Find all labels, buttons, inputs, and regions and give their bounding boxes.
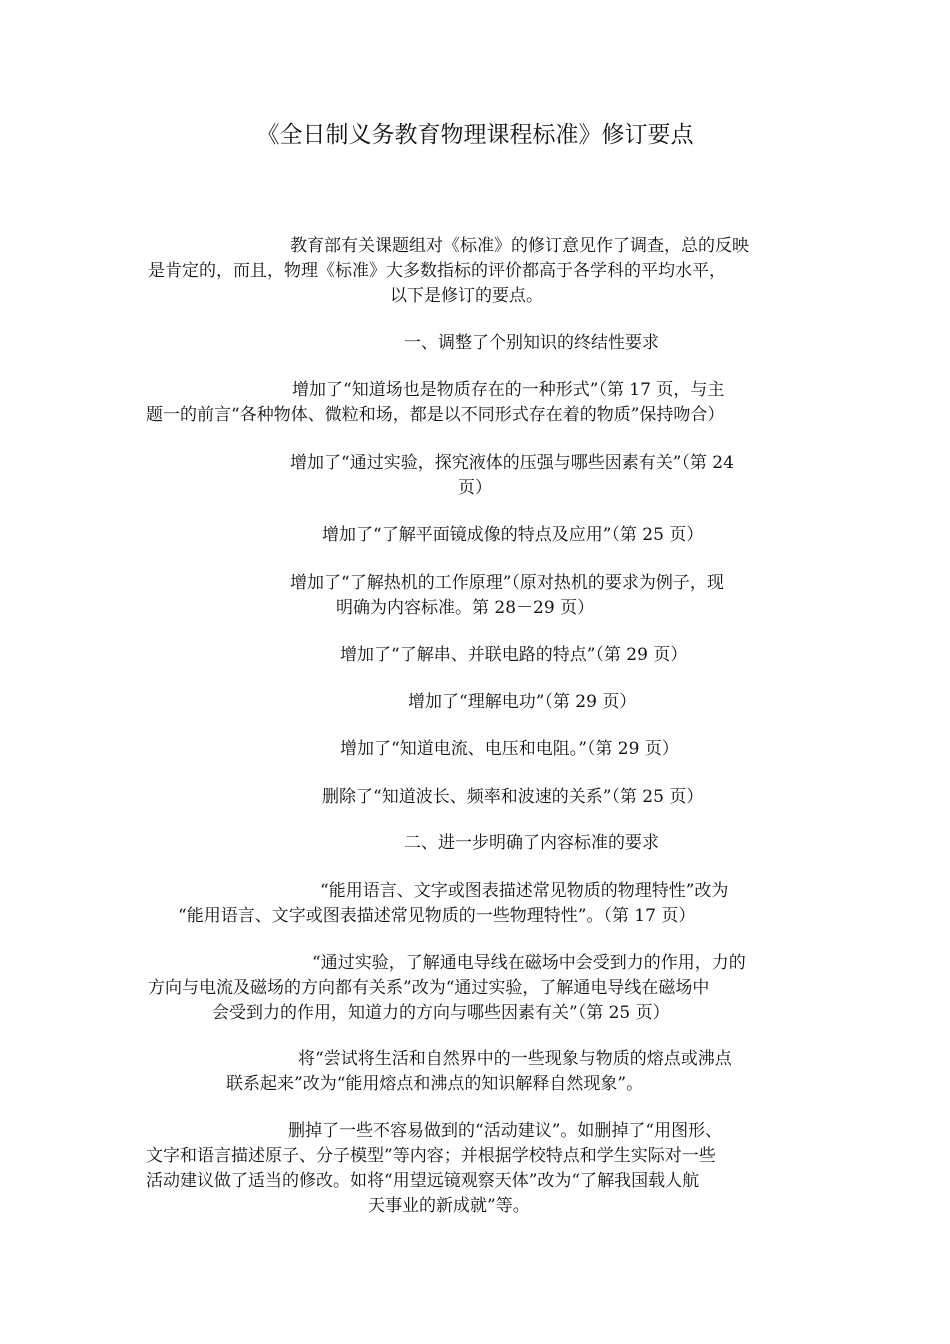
item-line: 联系起来”改为“能用熔点和沸点的知识解释自然现象”。 [226,1074,644,1094]
item-line: 页） [458,478,492,498]
item-line: 增加了“通过实验，探究液体的压强与哪些因素有关”（第 24 [290,453,734,473]
document-title: 《全日制义务教育物理课程标准》修订要点 [256,122,694,148]
item-line: 明确为内容标准。第 28－29 页） [336,598,595,618]
item-line: “通过实验，了解通电导线在磁场中会受到力的作用，力的 [312,953,746,973]
item-line: 删掉了一些不容易做到的“活动建议”。如删掉了“用图形、 [288,1121,723,1141]
item-line: 文字和语言描述原子、分子模型”等内容；并根据学校特点和学生实际对一些 [146,1146,716,1166]
section1-heading: 一、调整了个别知识的终结性要求 [404,333,659,353]
item-line: 增加了“理解电功”（第 29 页） [408,692,637,712]
item-line: “能用语言、文字或图表描述常见物质的一些物理特性”。（第 17 页） [178,906,696,926]
item-line: 增加了“了解热机的工作原理”（原对热机的要求为例子，现 [290,573,724,593]
item-line: 增加了“知道电流、电压和电阻。”（第 29 页） [340,739,679,759]
item-line: 增加了“知道场也是物质存在的一种形式”（第 17 页，与主 [292,380,725,400]
item-line: 会受到力的作用，知道力的方向与哪些因素有关”（第 25 页） [212,1003,670,1023]
item-line: “能用语言、文字或图表描述常见物质的物理特性”改为 [320,881,729,901]
intro-line-3: 以下是修订的要点。 [390,286,543,306]
item-line: 活动建议做了适当的修改。如将“用望远镜观察天体”改为“了解我国载人航 [146,1171,700,1191]
item-line: 增加了“了解串、并联电路的特点”（第 29 页） [340,645,688,665]
item-line: 增加了“了解平面镜成像的特点及应用”（第 25 页） [322,525,704,545]
item-line: 删除了“知道波长、频率和波速的关系”（第 25 页） [322,787,704,807]
section2-heading: 二、进一步明确了内容标准的要求 [404,833,659,853]
item-line: 将“尝试将生活和自然界中的一些现象与物质的熔点或沸点 [298,1049,732,1069]
item-line: 方向与电流及磁场的方向都有关系”改为“通过实验，了解通电导线在磁场中 [148,978,710,998]
item-line: 题一的前言“各种物体、微粒和场，都是以不同形式存在着的物质”保持吻合） [146,405,725,425]
intro-line-1: 教育部有关课题组对《标准》的修订意见作了调查，总的反映 [290,236,749,256]
intro-line-2: 是肯定的，而且，物理《标准》大多数指标的评价都高于各学科的平均水平， [148,261,726,281]
item-line: 天事业的新成就”等。 [368,1196,530,1216]
